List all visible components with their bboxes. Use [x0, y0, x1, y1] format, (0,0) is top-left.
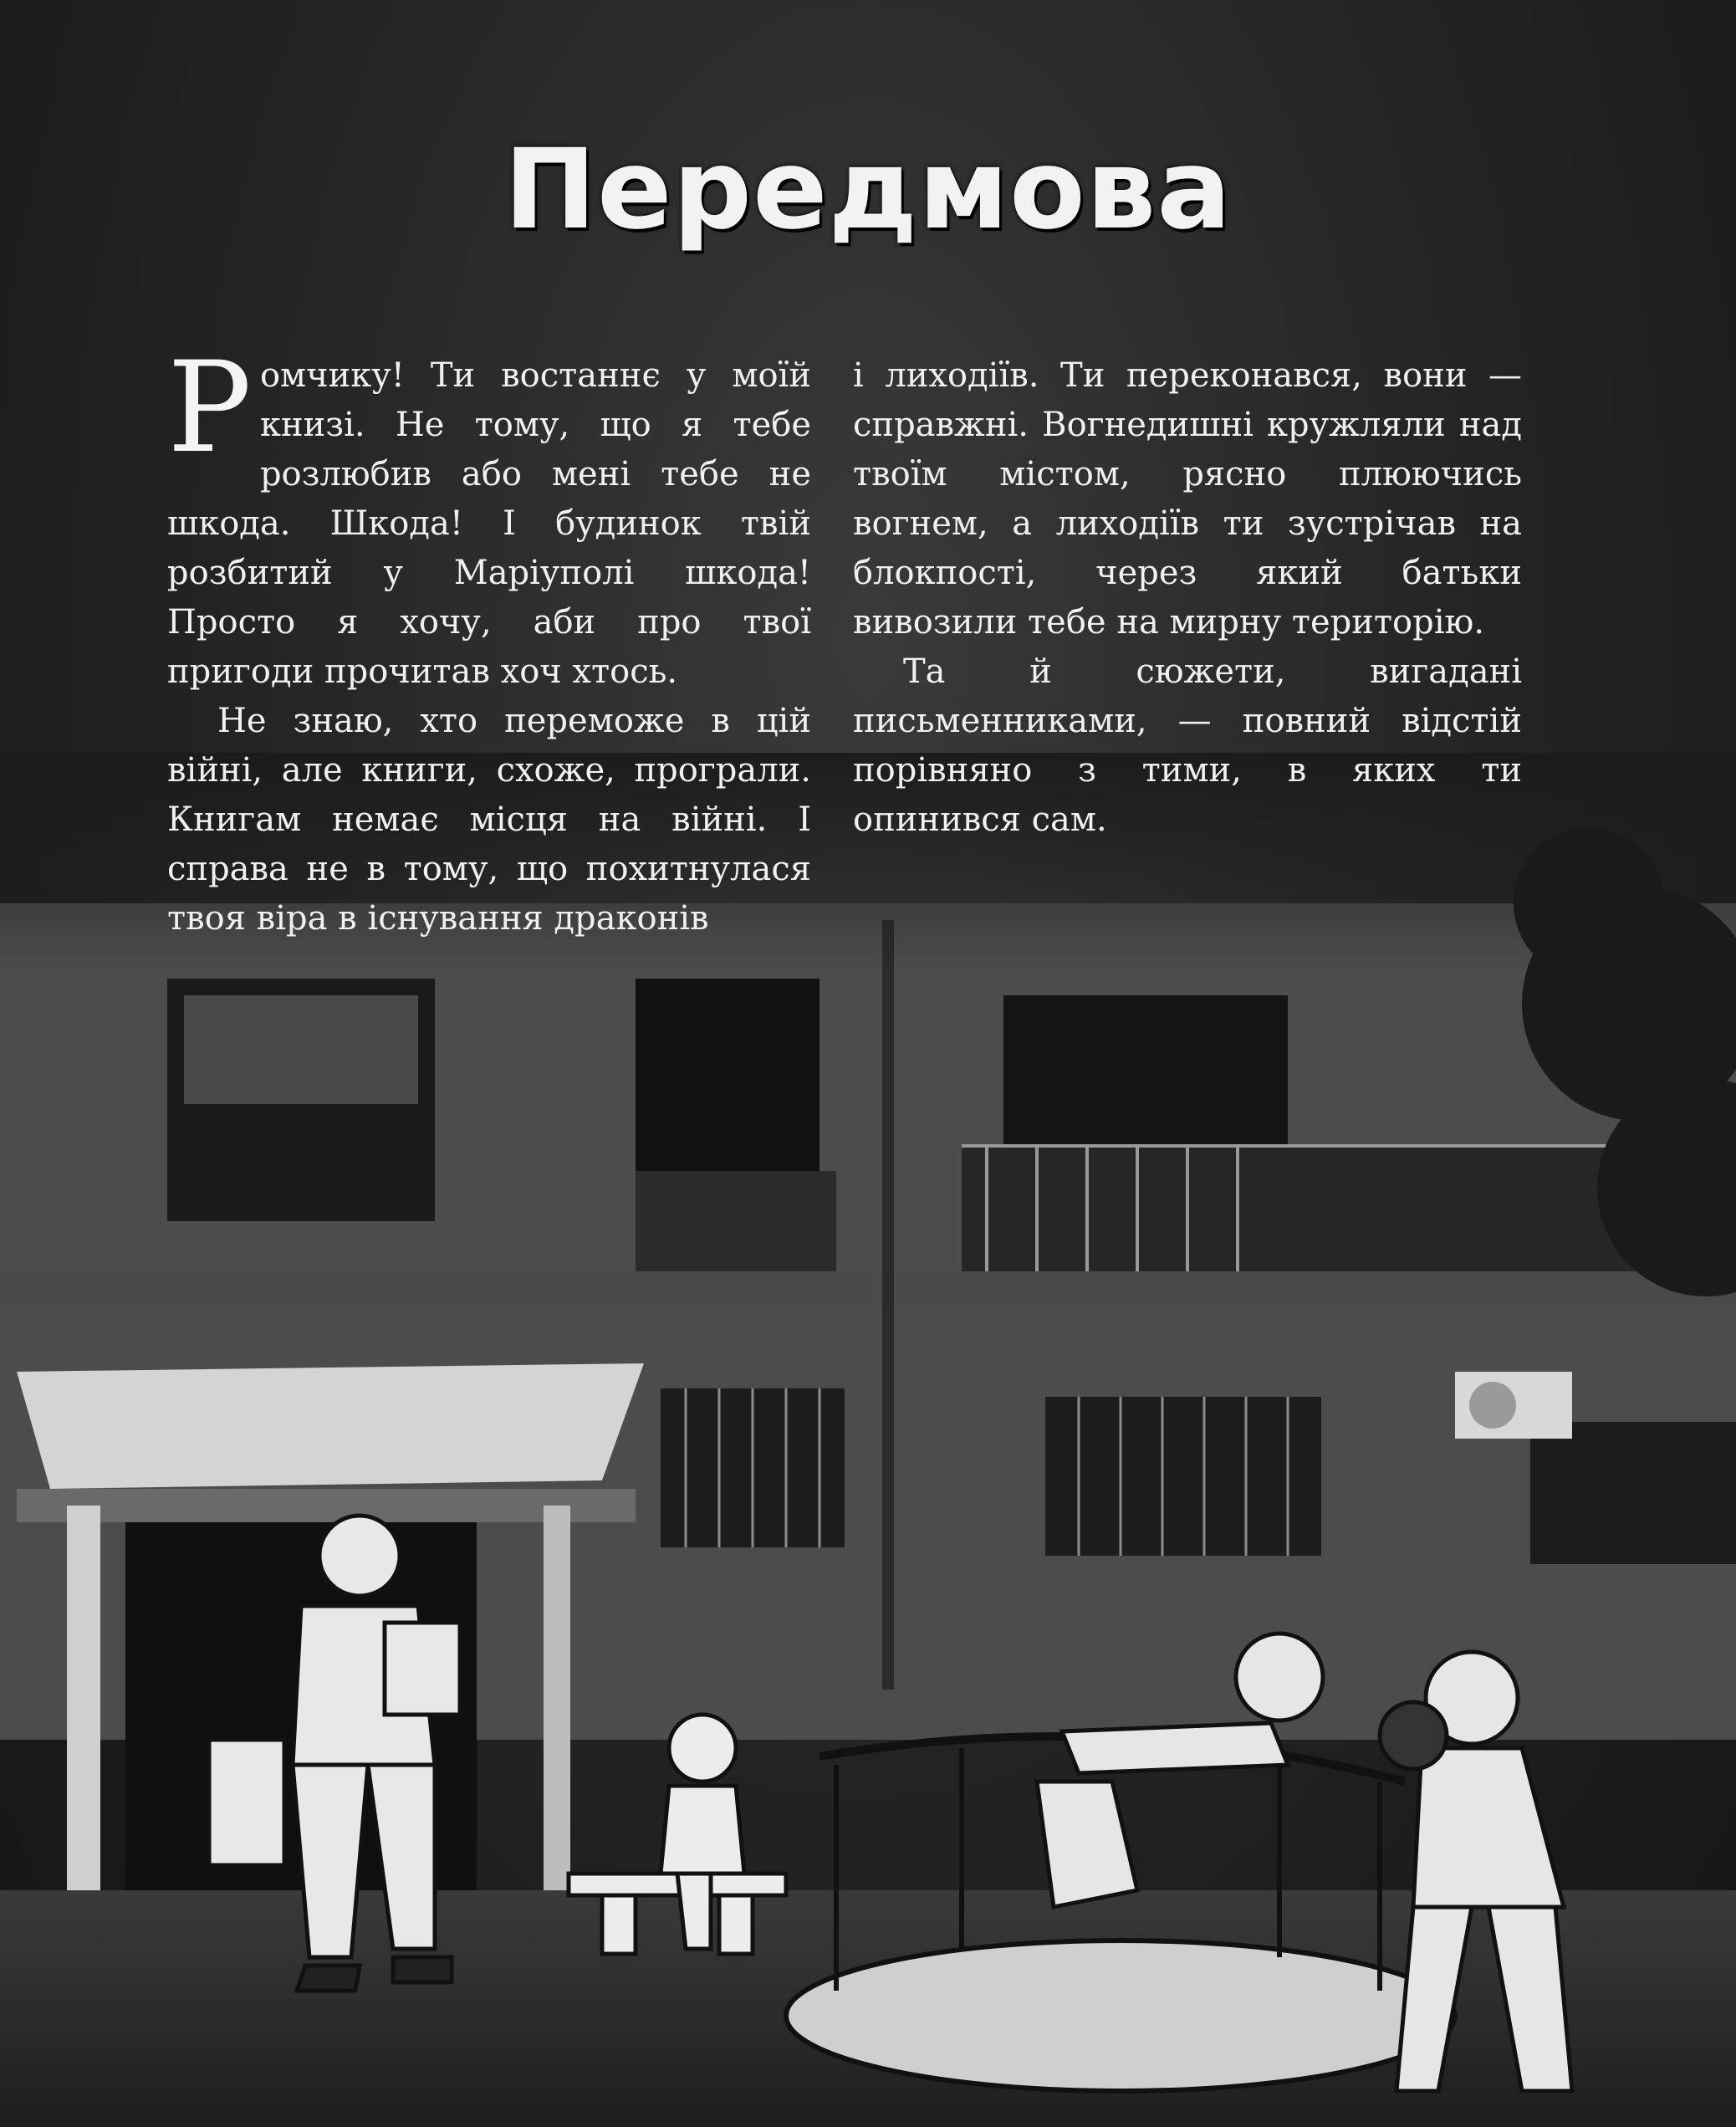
page-title: Передмова — [503, 125, 1233, 254]
paragraph: Не знаю, хто переможе в цій війні, але книги, схоже, програли. Книгам немає місця на війні. І справа не в тому, що похитнулася твоя віра в існування драконів — [167, 702, 811, 938]
paragraph: Та й сюжети, вигадані письменниками, — повний відстій порівняно з тими, в яких ти опинився сам. — [853, 652, 1522, 839]
drop-cap: Р — [167, 335, 252, 481]
text-column-left — [167, 335, 811, 943]
paragraph-text: омчику! Ти востаннє у моїй книзі. Не тому, що я тебе розлюбив або мені тебе не шкода. Шкода! І будинок твій розбитий у Маріуполі шкода! Просто я хочу, аби про твої пригоди прочитав хоч хтось. — [167, 356, 811, 691]
paragraph: і лиходіїв. Ти переконався, вони — справжні. Вогнедишні кружляли над твоїм містом, рясно плюючись вогнем, а лиходіїв ти зустрічав на блокпості, через який батьки вивозили тебе на мирну територію. — [853, 356, 1522, 642]
paragraph — [167, 335, 811, 697]
text-column-right — [853, 351, 1522, 845]
